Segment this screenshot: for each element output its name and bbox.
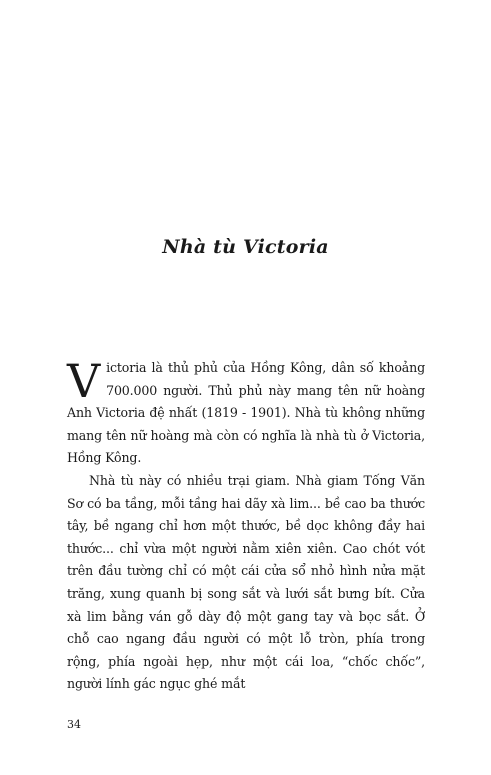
paragraph: Nhà tù này có nhiều trại giam. Nhà giam Tống Văn Sơ có ba tầng, mỗi tầng hai dãy xà lim... bề cao ba thước tây, bề ngang chỉ hơn một thước, bề dọc không đầy hai thước... chỉ vừa một người nằm xiên xiên. Cao chót vót trên đầu tường chỉ có một cái cửa sổ nhỏ hình nửa mặt trăng, xung quanh bị song sắt và lưới sắt bưng bít. Cửa xà lim bằng ván gỗ dày độ một gang tay và bọc sắt. Ở chỗ cao ngang đầu người có một lỗ tròn, phía trong rộng, phía ngoài hẹp, như một cái loa, “chốc chốc”, người lính gác ngục ghé mắt bbox=[67, 472, 425, 692]
body-text bbox=[67, 354, 425, 696]
page-number: 34 bbox=[67, 718, 81, 731]
paragraph-text: ictoria là thủ phủ của Hồng Kông, dân số khoảng 700.000 người. Thủ phủ này mang tên nữ hoàng Anh Victoria đệ nhất (1819 - 1901). Nhà tù không những mang tên nữ hoàng mà còn có nghĩa là nhà tù ở Victoria, Hồng Kông. bbox=[67, 360, 425, 466]
drop-cap: V bbox=[67, 354, 101, 408]
paragraph bbox=[67, 354, 425, 470]
chapter-title: Nhà tù Victoria bbox=[162, 236, 329, 258]
